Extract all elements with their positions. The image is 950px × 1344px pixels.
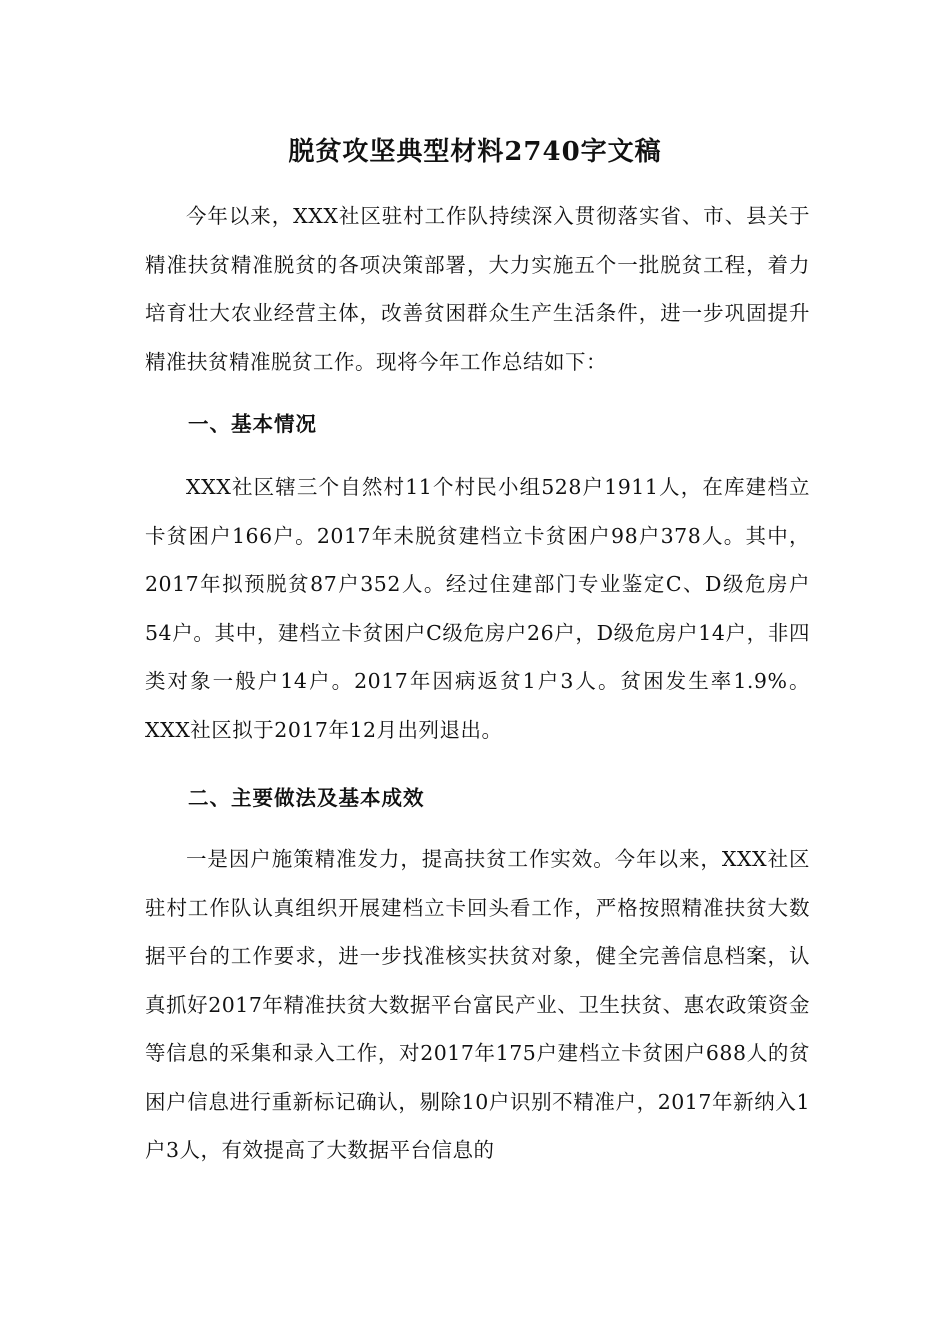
basic-situation-paragraph: XXX社区辖三个自然村11个村民小组528户1911人，在库建档立卡贫困户166户。2017年未脱贫建档立卡贫困户98户378人。其中，2017年拟预脱贫87户352人。经过住建部门专业鉴定C、D级危房户54户。其中，建档立卡贫困户C级危房户26户，D级危房户14户，非四类对象一般户14户。2017年因病返贫1户3人。贫困发生率1.9%。XXX社区拟于2017年12月出列退出。	[145, 475, 810, 742]
intro-paragraph: 今年以来，XXX社区驻村工作队持续深入贯彻落实省、市、县关于精准扶贫精准脱贫的各项决策部署，大力实施五个一批脱贫工程，着力培育壮大农业经营主体，改善贫困群众生产生活条件，进一步巩固提升精准扶贫精准脱贫工作。现将今年工作总结如下：	[145, 204, 810, 374]
intro-section	[145, 192, 810, 386]
basic-situation-section	[145, 463, 810, 754]
section-heading-basic-situation: 一、基本情况	[188, 412, 317, 436]
main-practices-paragraph: 一是因户施策精准发力，提高扶贫工作实效。今年以来，XXX社区驻村工作队认真组织开展建档立卡回头看工作，严格按照精准扶贫大数据平台的工作要求，进一步找准核实扶贫对象，健全完善信息档案，认真抓好2017年精准扶贫大数据平台富民产业、卫生扶贫、惠农政策资金等信息的采集和录入工作，对2017年175户建档立卡贫困户688人的贫困户信息进行重新标记确认，剔除10户识别不精准户，2017年新纳入1户3人，有效提高了大数据平台信息的	[145, 847, 810, 1162]
main-practices-section	[145, 835, 810, 1175]
document-title: 脱贫攻坚典型材料2740字文稿	[288, 137, 662, 167]
section-heading-main-practices: 二、主要做法及基本成效	[188, 786, 425, 810]
